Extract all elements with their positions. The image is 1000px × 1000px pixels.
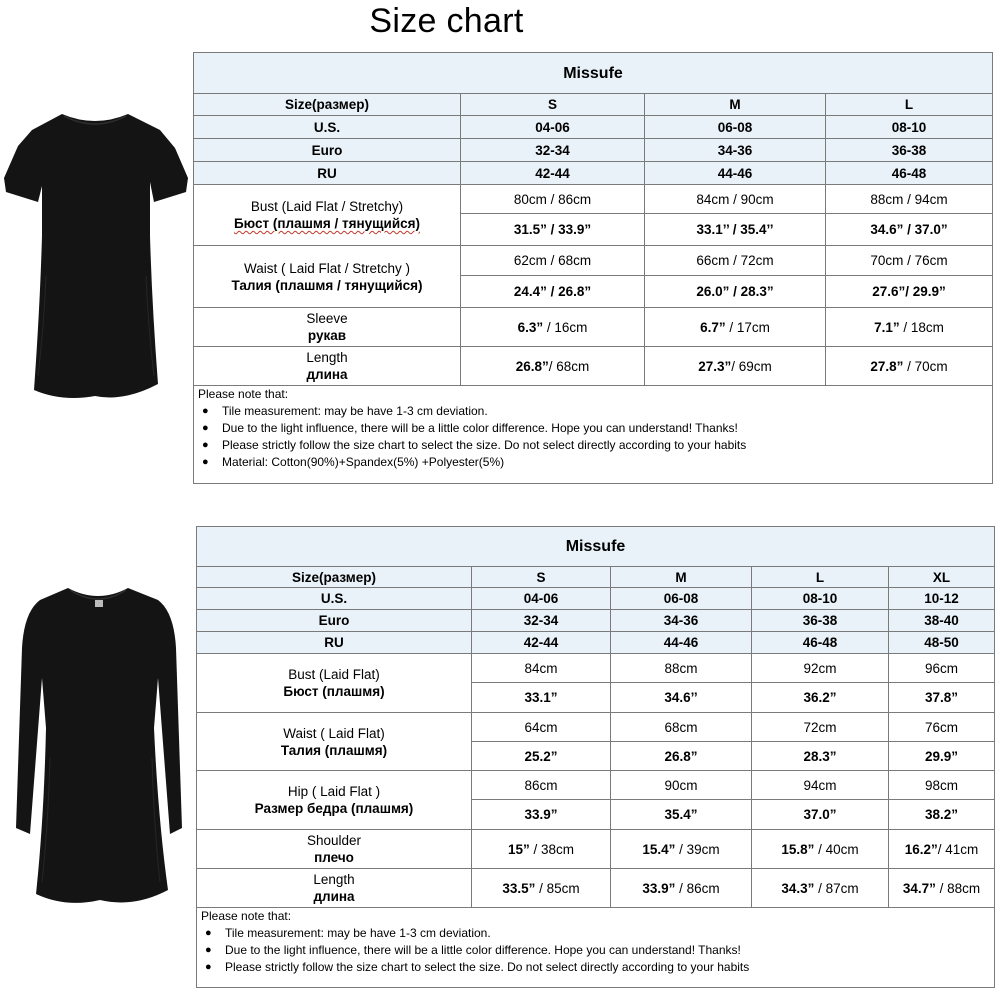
bust-label-ru: Бюст (плашмя) [283, 684, 385, 699]
cell-shoulder-s [472, 830, 611, 869]
notes-title: Please note that: [198, 387, 289, 401]
cell-ru-s: 42-44 [472, 632, 611, 654]
shoulder-inch-s: 15” [507, 841, 530, 857]
cell-waist-inch-xl: 29.9” [889, 742, 995, 771]
brand-name: Missufe [194, 53, 993, 94]
cell-shoulder-m [611, 830, 752, 869]
length-label-ru: длина [306, 367, 348, 382]
cell-hip-inch-m: 35.4” [611, 800, 752, 830]
shoulder-cm-xl: / 41cm [937, 841, 979, 857]
row-label-waist [197, 713, 472, 771]
cell-waist-inch-s: 24.4” / 26.8” [461, 276, 645, 308]
cell-bust-cm-s: 80cm / 86cm [461, 185, 645, 214]
bust-label-en: Bust (Laid Flat) [288, 667, 380, 682]
note-item: ● Please strictly follow the size chart to select the size. Do not select directly according to your habits [198, 437, 992, 454]
cell-us-s: 04-06 [472, 588, 611, 610]
cell-hip-inch-l: 37.0” [752, 800, 889, 830]
row-label-length [197, 869, 472, 908]
length-inch-l: 27.8” [870, 358, 904, 374]
length-inch-s: 33.5” [502, 880, 536, 896]
cell-bust-cm-m: 84cm / 90cm [645, 185, 826, 214]
length-cm-m: / 69cm [731, 358, 772, 374]
cell-bust-inch-s: 31.5” / 33.9” [461, 214, 645, 246]
cell-euro-m: 34-36 [645, 139, 826, 162]
note-item: ● Please strictly follow the size chart to select the size. Do not select directly according to your habits [201, 959, 994, 976]
row-label-hip [197, 771, 472, 830]
cell-hip-cm-xl: 98cm [889, 771, 995, 800]
cell-us-m: 06-08 [611, 588, 752, 610]
sleeve-inch-l: 7.1” [874, 319, 900, 335]
cell-bust-inch-m: 34.6’’ [611, 683, 752, 713]
size-header-s: S [472, 567, 611, 588]
note-item: ● Material: Cotton(90%)+Spandex(5%) +Polyester(5%) [198, 454, 992, 471]
cell-euro-s: 32-34 [461, 139, 645, 162]
notes-section [197, 908, 995, 988]
cell-length-m [645, 347, 826, 386]
size-header-label: Size(размер) [194, 94, 461, 116]
row-label-length [194, 347, 461, 386]
length-cm-l: / 70cm [907, 358, 948, 374]
length-label-ru: длина [313, 889, 355, 904]
notes-title: Please note that: [201, 909, 292, 923]
shoulder-cm-l: / 40cm [818, 841, 859, 857]
cell-bust-inch-m: 33.1’’ / 35.4’’ [645, 214, 826, 246]
cell-sleeve-m [645, 308, 826, 347]
cell-us-xl: 10-12 [889, 588, 995, 610]
cell-ru-s: 42-44 [461, 162, 645, 185]
sleeve-cm-s: / 16cm [546, 319, 588, 335]
size-header-xl: XL [889, 567, 995, 588]
cell-hip-cm-l: 94cm [752, 771, 889, 800]
cell-bust-inch-l: 36.2” [752, 683, 889, 713]
size-header-m: M [645, 94, 826, 116]
row-label-us: U.S. [194, 116, 461, 139]
cell-waist-cm-xl: 76cm [889, 713, 995, 742]
hip-label-ru: Размер бедра (плашмя) [254, 801, 414, 816]
cell-waist-cm-s: 64cm [472, 713, 611, 742]
cell-us-l: 08-10 [752, 588, 889, 610]
size-header-l: L [752, 567, 889, 588]
sleeve-inch-s: 6.3” [517, 319, 544, 335]
length-inch-xl: 34.7” [902, 880, 936, 896]
cell-bust-cm-l: 88cm / 94cm [826, 185, 993, 214]
cell-ru-l: 46-48 [826, 162, 993, 185]
shoulder-cm-m: / 39cm [679, 841, 720, 857]
bust-label-ru: Бюст (плашмя / тянущийся) [233, 216, 421, 231]
page-title: Size chart [369, 2, 524, 40]
cell-hip-cm-m: 90cm [611, 771, 752, 800]
long-sleeve-dress-image [6, 578, 194, 908]
size-chart-table-2 [196, 526, 995, 988]
cell-hip-cm-s: 86cm [472, 771, 611, 800]
shoulder-inch-l: 15.8” [781, 841, 815, 857]
cell-bust-cm-xl: 96cm [889, 654, 995, 683]
cell-bust-inch-xl: 37.8” [889, 683, 995, 713]
cell-waist-cm-m: 66cm / 72cm [645, 246, 826, 276]
length-inch-m: 27.3” [698, 358, 732, 374]
cell-length-xl [889, 869, 995, 908]
cell-length-l [752, 869, 889, 908]
cell-sleeve-s [461, 308, 645, 347]
sleeve-cm-m: / 17cm [729, 319, 770, 335]
notes-list [201, 925, 994, 976]
cell-hip-inch-xl: 38.2” [889, 800, 995, 830]
waist-label-en: Waist ( Laid Flat / Stretchy ) [243, 260, 411, 276]
cell-bust-cm-m: 88cm [611, 654, 752, 683]
cell-bust-inch-s: 33.1” [472, 683, 611, 713]
short-sleeve-dress-image [0, 106, 190, 406]
cell-bust-cm-l: 92cm [752, 654, 889, 683]
shoulder-cm-s: / 38cm [533, 841, 575, 857]
cell-shoulder-l [752, 830, 889, 869]
cell-length-m [611, 869, 752, 908]
length-cm-l: / 87cm [818, 880, 859, 896]
size-chart-table-1 [193, 52, 993, 484]
row-label-sleeve [194, 308, 461, 347]
cell-ru-m: 44-46 [611, 632, 752, 654]
cell-waist-cm-l: 70cm / 76cm [826, 246, 993, 276]
length-cm-s: / 68cm [548, 358, 590, 374]
shoulder-inch-m: 15.4” [642, 841, 676, 857]
shoulder-label-ru: плечо [314, 850, 354, 865]
cell-waist-cm-s: 62cm / 68cm [461, 246, 645, 276]
size-header-l: L [826, 94, 993, 116]
row-label-ru: RU [197, 632, 472, 654]
row-label-bust [194, 185, 461, 246]
cell-sleeve-l [826, 308, 993, 347]
row-label-us: U.S. [197, 588, 472, 610]
shoulder-label-en: Shoulder [306, 833, 362, 848]
cell-length-l [826, 347, 993, 386]
note-item: ● Due to the light influence, there will be a little color difference. Hope you can understand! Thanks! [201, 942, 994, 959]
size-header-s: S [461, 94, 645, 116]
note-item: ● Tile measurement: may be have 1-3 cm deviation. [198, 403, 992, 420]
cell-waist-inch-m: 26.8” [611, 742, 752, 771]
length-inch-s: 26.8” [515, 358, 549, 374]
cell-euro-l: 36-38 [826, 139, 993, 162]
cell-bust-inch-l: 34.6” / 37.0” [826, 214, 993, 246]
cell-us-m: 06-08 [645, 116, 826, 139]
notes-list [198, 403, 992, 471]
cell-ru-xl: 48-50 [889, 632, 995, 654]
length-cm-s: / 85cm [539, 880, 580, 896]
cell-us-s: 04-06 [461, 116, 645, 139]
length-cm-xl: / 88cm [939, 880, 981, 896]
cell-hip-inch-s: 33.9” [472, 800, 611, 830]
waist-label-ru: Талия (плашмя) [280, 742, 388, 758]
row-label-waist [194, 246, 461, 308]
notes-section [194, 386, 993, 484]
row-label-bust [197, 654, 472, 713]
bust-label-en: Bust (Laid Flat / Stretchy) [250, 199, 404, 214]
sleeve-cm-l: / 18cm [903, 319, 944, 335]
length-label-en: Length [313, 872, 355, 887]
length-inch-m: 33.9” [642, 880, 676, 896]
cell-euro-l: 36-38 [752, 610, 889, 632]
note-item: ● Tile measurement: may be have 1-3 cm deviation. [201, 925, 994, 942]
cell-ru-m: 44-46 [645, 162, 826, 185]
waist-label-ru: Талия (плашмя / тянущийся) [231, 277, 423, 293]
length-label-en: Length [306, 350, 348, 365]
row-label-shoulder [197, 830, 472, 869]
sleeve-inch-m: 6.7” [700, 319, 726, 335]
cell-euro-s: 32-34 [472, 610, 611, 632]
row-label-euro: Euro [197, 610, 472, 632]
cell-waist-inch-l: 27.6”/ 29.9” [826, 276, 993, 308]
length-inch-l: 34.3” [781, 880, 815, 896]
cell-ru-l: 46-48 [752, 632, 889, 654]
sleeve-label-en: Sleeve [306, 311, 348, 326]
cell-shoulder-xl [889, 830, 995, 869]
size-header-label: Size(размер) [197, 567, 472, 588]
cell-us-l: 08-10 [826, 116, 993, 139]
row-label-euro: Euro [194, 139, 461, 162]
cell-length-s [472, 869, 611, 908]
waist-label-en: Waist ( Laid Flat) [283, 725, 385, 741]
note-item: ● Due to the light influence, there will be a little color difference. Hope you can understand! Thanks! [198, 420, 992, 437]
shoulder-inch-xl: 16.2” [904, 841, 938, 857]
cell-waist-cm-l: 72cm [752, 713, 889, 742]
cell-length-s [461, 347, 645, 386]
cell-waist-inch-m: 26.0” / 28.3” [645, 276, 826, 308]
sleeve-label-ru: рукав [307, 328, 347, 343]
cell-euro-xl: 38-40 [889, 610, 995, 632]
hip-label-en: Hip ( Laid Flat ) [287, 784, 381, 799]
row-label-ru: RU [194, 162, 461, 185]
length-cm-m: / 86cm [679, 880, 720, 896]
cell-euro-m: 34-36 [611, 610, 752, 632]
brand-name: Missufe [197, 527, 995, 567]
size-header-m: M [611, 567, 752, 588]
cell-waist-inch-s: 25.2” [472, 742, 611, 771]
cell-waist-cm-m: 68cm [611, 713, 752, 742]
cell-bust-cm-s: 84cm [472, 654, 611, 683]
cell-waist-inch-l: 28.3” [752, 742, 889, 771]
